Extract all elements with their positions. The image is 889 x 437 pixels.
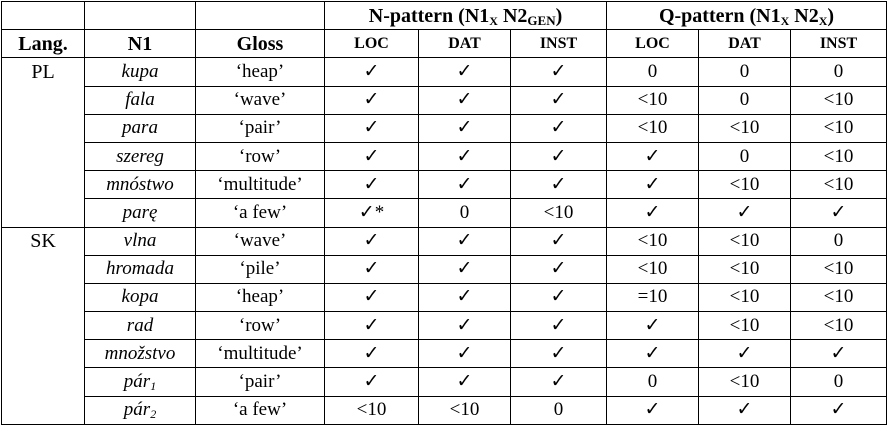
table-row: [2, 227, 887, 255]
cell-q-loc: 0: [607, 58, 699, 86]
header-row-groups: [2, 2, 887, 30]
cell-q-inst: <10: [791, 171, 887, 199]
empty-header-cell: [85, 2, 196, 30]
cell-gloss: ‘pair’: [196, 114, 325, 142]
cell-q-loc: <10: [607, 227, 699, 255]
cell-n-inst: ✓: [511, 114, 607, 142]
cell-n-inst: ✓: [511, 312, 607, 340]
cell-q-dat: <10: [699, 312, 791, 340]
cell-gloss: ‘a few’: [196, 199, 325, 227]
table-row: [2, 283, 887, 311]
cell-gloss: ‘multitude’: [196, 171, 325, 199]
cell-q-dat: <10: [699, 114, 791, 142]
cell-n-loc: ✓: [325, 312, 419, 340]
column-header-q-loc: LOC: [607, 30, 699, 58]
cell-q-loc: <10: [607, 114, 699, 142]
cell-gloss: ‘pair’: [196, 368, 325, 396]
cell-q-loc: ✓: [607, 199, 699, 227]
cell-q-loc: <10: [607, 255, 699, 283]
table-row: [2, 142, 887, 170]
cell-q-loc: ✓: [607, 171, 699, 199]
cell-q-dat: ✓: [699, 340, 791, 368]
cell-n-inst: ✓: [511, 58, 607, 86]
cell-n-inst: ✓: [511, 142, 607, 170]
cell-n1: [85, 312, 196, 340]
cell-q-loc: ✓: [607, 312, 699, 340]
cell-q-dat: <10: [699, 283, 791, 311]
cell-n-inst: ✓: [511, 368, 607, 396]
cell-q-inst: <10: [791, 255, 887, 283]
column-header-q-dat: DAT: [699, 30, 791, 58]
n1-word: pár: [123, 399, 151, 421]
cell-gloss: ‘heap’: [196, 283, 325, 311]
cell-q-inst: 0: [791, 368, 887, 396]
cell-n-loc: ✓: [325, 171, 419, 199]
n1-word: hromada: [106, 258, 174, 280]
column-header-n1: N1: [85, 30, 196, 58]
cell-n-inst: 0: [511, 396, 607, 424]
cell-gloss: ‘wave’: [196, 86, 325, 114]
cell-lang: [2, 86, 85, 114]
cell-gloss: ‘a few’: [196, 396, 325, 424]
cell-n1: [85, 171, 196, 199]
n1-word: kupa: [121, 60, 159, 82]
table-row: [2, 171, 887, 199]
cell-n-inst: ✓: [511, 255, 607, 283]
n1-word: pár: [123, 371, 151, 393]
cell-n-dat: ✓: [419, 142, 511, 170]
cell-n-loc: ✓: [325, 368, 419, 396]
cell-n-inst: ✓: [511, 340, 607, 368]
n1-word: množstvo: [104, 342, 176, 364]
cell-q-inst: <10: [791, 114, 887, 142]
cell-q-dat: 0: [699, 142, 791, 170]
cell-n1: [85, 255, 196, 283]
cell-n1: [85, 142, 196, 170]
cell-q-inst: ✓: [791, 340, 887, 368]
table-row: [2, 86, 887, 114]
cell-n-dat: ✓: [419, 171, 511, 199]
cell-n1: [85, 58, 196, 86]
cell-q-dat: 0: [699, 86, 791, 114]
cell-n-inst: <10: [511, 199, 607, 227]
cell-n-dat: 0: [419, 199, 511, 227]
cell-n1: [85, 199, 196, 227]
cell-n1: [85, 227, 196, 255]
cell-n-loc: ✓: [325, 114, 419, 142]
column-header-gloss: Gloss: [196, 30, 325, 58]
cell-q-loc: ✓: [607, 142, 699, 170]
column-header-n-dat: DAT: [419, 30, 511, 58]
column-header-q-inst: INST: [791, 30, 887, 58]
cell-n-dat: <10: [419, 396, 511, 424]
cell-lang: [2, 199, 85, 227]
cell-q-inst: <10: [791, 312, 887, 340]
cell-lang: [2, 142, 85, 170]
cell-n-dat: ✓: [419, 368, 511, 396]
n1-word: szereg: [116, 145, 164, 167]
cell-n1: [85, 396, 196, 424]
cell-lang: [2, 171, 85, 199]
cell-q-dat: <10: [699, 171, 791, 199]
cell-n1: [85, 368, 196, 396]
cell-q-dat: <10: [699, 368, 791, 396]
cell-q-loc: 0: [607, 368, 699, 396]
cell-n-dat: ✓: [419, 227, 511, 255]
cell-lang: [2, 340, 85, 368]
cell-n-dat: ✓: [419, 340, 511, 368]
cell-lang: [2, 368, 85, 396]
empty-header-cell: [196, 2, 325, 30]
cell-lang: [2, 312, 85, 340]
cell-lang: [2, 255, 85, 283]
cell-q-inst: 0: [791, 58, 887, 86]
n1-word: mnóstwo: [106, 173, 174, 195]
table-body: [2, 58, 887, 424]
cell-q-inst: <10: [791, 86, 887, 114]
q-pattern-header: Q-pattern ($N1_X$ $N2_X$): [607, 2, 887, 30]
cell-n-loc: ✓: [325, 142, 419, 170]
cell-q-dat: <10: [699, 255, 791, 283]
cell-gloss: ‘wave’: [196, 227, 325, 255]
table-row: [2, 368, 887, 396]
n1-word: para: [122, 117, 158, 139]
cell-q-dat: ✓: [699, 396, 791, 424]
cell-n-loc: ✓: [325, 340, 419, 368]
cell-q-dat: ✓: [699, 199, 791, 227]
cell-lang: SK: [2, 227, 85, 255]
table-row: [2, 199, 887, 227]
cell-q-loc: ✓: [607, 396, 699, 424]
cell-n-inst: ✓: [511, 171, 607, 199]
cell-n-loc: <10: [325, 396, 419, 424]
cell-n-loc: ✓: [325, 86, 419, 114]
cell-n-dat: ✓: [419, 255, 511, 283]
cell-gloss: ‘multitude’: [196, 340, 325, 368]
cell-gloss: ‘row’: [196, 142, 325, 170]
n-pattern-header: N-pattern ($N1_X$ $N2_{GEN}$): [325, 2, 607, 30]
cell-q-dat: <10: [699, 227, 791, 255]
cell-lang: [2, 114, 85, 142]
empty-header-cell: [2, 2, 85, 30]
column-header-n-loc: LOC: [325, 30, 419, 58]
column-header-lang: Lang.: [2, 30, 85, 58]
cell-q-inst: 0: [791, 227, 887, 255]
cell-n-loc: ✓: [325, 58, 419, 86]
cell-q-inst: <10: [791, 283, 887, 311]
cell-n-dat: ✓: [419, 312, 511, 340]
cell-n-loc: ✓: [325, 255, 419, 283]
cell-n-dat: ✓: [419, 86, 511, 114]
table-row: [2, 58, 887, 86]
cell-lang: [2, 396, 85, 424]
cell-lang: PL: [2, 58, 85, 86]
table-container: [1, 1, 887, 425]
n1-subscript: 1: [150, 379, 157, 394]
cell-q-loc: =10: [607, 283, 699, 311]
n1-word: fala: [125, 89, 155, 111]
cell-n-loc: ✓: [325, 227, 419, 255]
table-row: [2, 312, 887, 340]
cell-q-loc: <10: [607, 86, 699, 114]
column-header-n-inst: INST: [511, 30, 607, 58]
data-table: [1, 1, 887, 425]
cell-n1: [85, 114, 196, 142]
cell-n-loc: ✓*: [325, 199, 419, 227]
header-row-columns: [2, 30, 887, 58]
cell-q-inst: ✓: [791, 396, 887, 424]
cell-n-dat: ✓: [419, 114, 511, 142]
cell-n1: [85, 283, 196, 311]
cell-lang: [2, 283, 85, 311]
cell-gloss: ‘heap’: [196, 58, 325, 86]
n1-word: parę: [122, 201, 158, 223]
cell-gloss: ‘row’: [196, 312, 325, 340]
table-row: [2, 340, 887, 368]
cell-n-inst: ✓: [511, 86, 607, 114]
cell-q-loc: ✓: [607, 340, 699, 368]
table-row: [2, 255, 887, 283]
n1-word: rad: [126, 314, 154, 336]
cell-n-dat: ✓: [419, 283, 511, 311]
n1-word: kopa: [121, 286, 159, 308]
n1-word: vlna: [123, 230, 157, 252]
cell-q-inst: ✓: [791, 199, 887, 227]
cell-n1: [85, 86, 196, 114]
cell-q-dat: 0: [699, 58, 791, 86]
cell-n-inst: ✓: [511, 283, 607, 311]
cell-n-inst: ✓: [511, 227, 607, 255]
cell-n-loc: ✓: [325, 283, 419, 311]
n1-subscript: 2: [150, 407, 157, 422]
cell-n-dat: ✓: [419, 58, 511, 86]
table-row: [2, 114, 887, 142]
table-row: [2, 396, 887, 424]
cell-q-inst: <10: [791, 142, 887, 170]
cell-gloss: ‘pile’: [196, 255, 325, 283]
cell-n1: [85, 340, 196, 368]
